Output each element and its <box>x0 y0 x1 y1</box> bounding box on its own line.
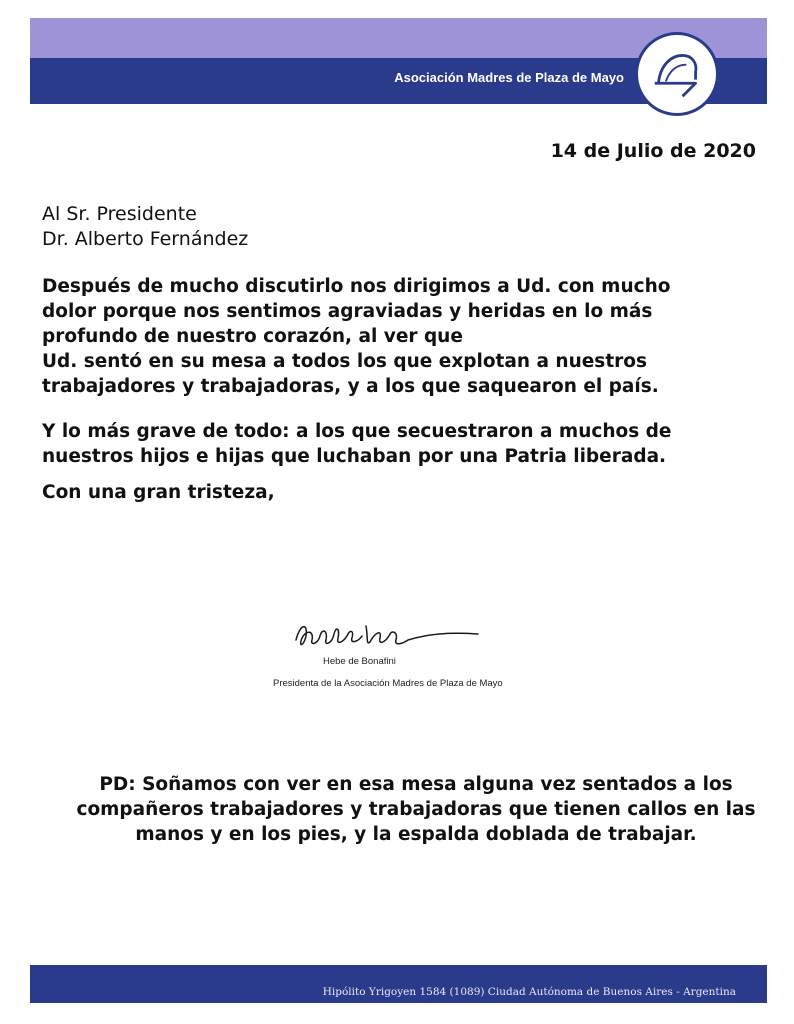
recipient-line-2: Dr. Alberto Fernández <box>42 228 249 250</box>
signer-name: Hebe de Bonafini <box>323 656 396 667</box>
paragraph-line: Y lo más grave de todo: a los que secuestraron a muchos de <box>42 421 672 442</box>
paragraph-line: nuestros hijos e hijas que luchaban por una Patria liberada. <box>42 446 667 467</box>
signer-title: Presidenta de la Asociación Madres de Plaza de Mayo <box>273 678 503 689</box>
postscript-line: manos y en los pies, y la espalda doblada de trabajar. <box>135 824 697 845</box>
recipient-block <box>42 202 248 252</box>
postscript-line: compañeros trabajadores y trabajadoras que tienen callos en las <box>76 799 756 820</box>
handwritten-signature <box>288 616 484 656</box>
paragraph-line: dolor porque nos sentimos agraviadas y heridas en lo más <box>42 301 653 322</box>
organization-name: Asociación Madres de Plaza de Mayo <box>394 70 624 85</box>
paragraph-line: Después de mucho discutirlo nos dirigimos a Ud. con mucho <box>42 276 671 297</box>
paragraph-line: trabajadores y trabajadoras, y a los que saquearon el país. <box>42 376 659 397</box>
paragraph-line: Ud. sentó en su mesa a todos los que explotan a nuestros <box>42 351 648 372</box>
paragraph-2 <box>42 419 671 469</box>
postscript <box>76 772 756 847</box>
letter-date: 14 de Julio de 2020 <box>550 140 756 162</box>
recipient-line-1: Al Sr. Presidente <box>42 203 197 225</box>
paragraph-1 <box>42 274 670 399</box>
footer-address: Hipólito Yrigoyen 1584 (1089) Ciudad Autónoma de Buenos Aires - Argentina <box>322 986 736 998</box>
paragraph-line: profundo de nuestro corazón, al ver que <box>42 326 463 347</box>
postscript-line: PD: Soñamos con ver en esa mesa alguna vez sentados a los <box>99 774 733 795</box>
headscarf-icon <box>635 32 719 116</box>
closing-line: Con una gran tristeza, <box>42 482 275 503</box>
